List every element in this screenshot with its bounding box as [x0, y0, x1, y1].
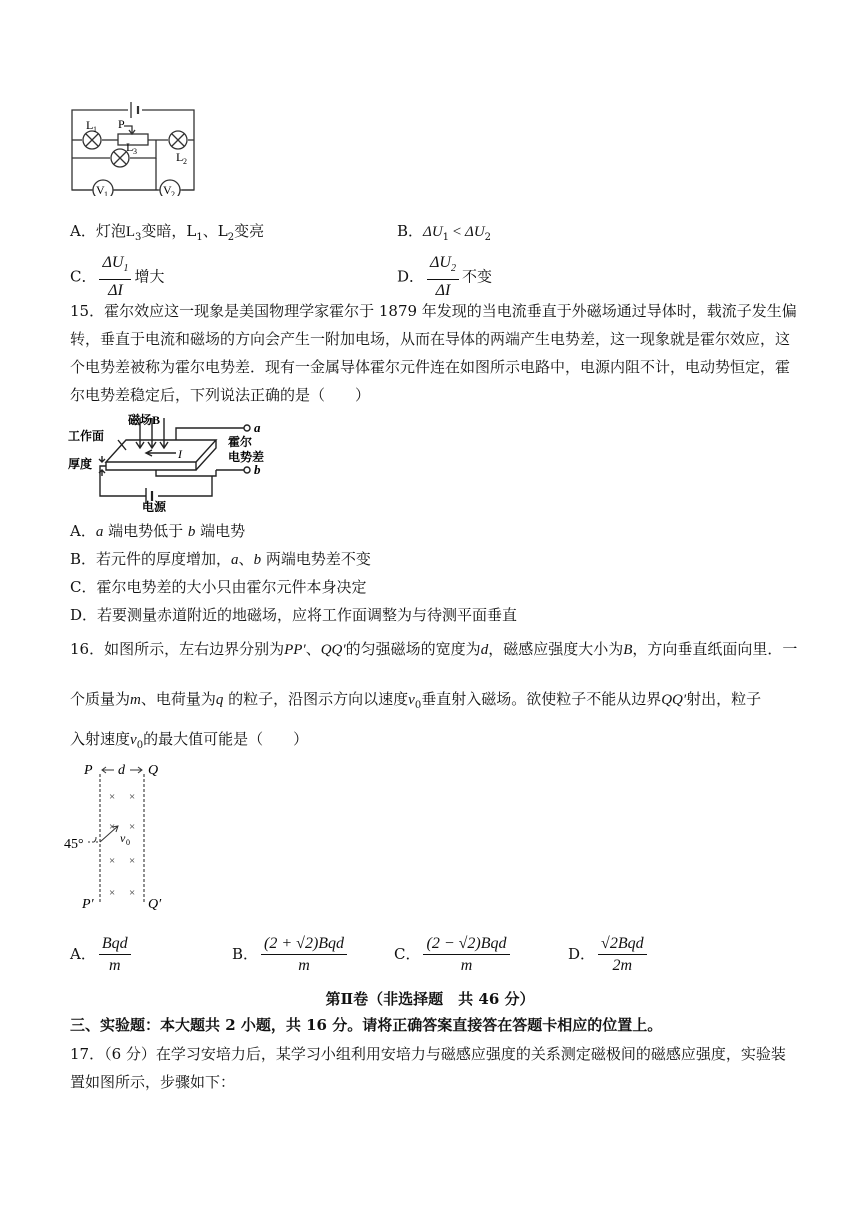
svg-text:V: V [163, 183, 172, 196]
svg-text:霍尔: 霍尔 [228, 435, 253, 449]
q15-stem [70, 297, 800, 409]
fraction: $\frac{\text{√2Bqd}}{2m}$ [598, 934, 647, 977]
q15-option-a[interactable]: A．a 端电势低于 b 端电势 [70, 522, 246, 540]
q15-option-d[interactable]: D．若要测量赤道附近的地磁场，应将工作面调整为与待测平面垂直 [70, 606, 518, 624]
q16-stem-line-2: 个质量为m、电荷量为q 的粒子，沿图示方向以速度$v_0$垂直射入磁场。欲使粒子不能从边界QQ′射出，粒子 [70, 690, 762, 711]
section-title: 第Ⅱ卷（非选择题 共 46 分） [325, 990, 535, 1008]
q17-stem [70, 1040, 786, 1096]
section-heading: 三、实验题：本大题共 2 小题，共 16 分。请将正确答案直接答在答题卡相应的位置上。 [70, 1016, 663, 1034]
stem-line: 个电势差被称为霍尔电势差．现有一金属导体霍尔元件连在如图所示电路中，电源内阻不计，电动势恒定，霍 [70, 358, 791, 376]
q16-option-b[interactable]: B． $\frac{\text{(2 + √2)Bqd}}{m}$ [232, 932, 350, 977]
q16-option-c[interactable]: C． $\frac{\text{(2 − √2)Bqd}}{m}$ [394, 932, 513, 977]
svg-text:电势差: 电势差 [228, 450, 265, 464]
stem-line: 15．霍尔效应这一现象是美国物理学家霍尔于 1879 年发现的当电流垂直于外磁场通过导体时，载流子发生偏 [70, 302, 797, 320]
svg-text:Q′: Q′ [148, 897, 162, 912]
svg-text:×: × [109, 791, 116, 803]
svg-text:L: L [176, 150, 184, 164]
svg-text:V: V [96, 183, 105, 196]
q15-options [70, 520, 517, 632]
svg-text:电源: 电源 [142, 500, 167, 512]
svg-text:×: × [109, 855, 116, 867]
svg-text:P: P [118, 117, 125, 131]
svg-text:P′: P′ [82, 897, 94, 912]
q16-field-figure [62, 762, 172, 916]
svg-text:×: × [109, 887, 116, 899]
fraction: $\frac{\text{(2 − √2)Bqd}}{m}$ [423, 934, 509, 977]
svg-text:L: L [86, 118, 94, 132]
fraction: $\frac{\Delta U_1}{\Delta I}$ [99, 253, 131, 302]
svg-text:×: × [129, 791, 136, 803]
stem-line: 17．（6 分）在学习安培力后，某学习小组利用安培力与磁感应强度的关系测定磁极间的磁感应强度，实验装 [70, 1045, 786, 1063]
svg-text:磁场B: 磁场B [128, 413, 161, 427]
fraction: $\frac{\Delta U_2}{\Delta I}$ [427, 253, 459, 302]
cross-icon [109, 791, 135, 899]
svg-text:45°: 45° [64, 837, 84, 852]
svg-text:1: 1 [104, 190, 108, 196]
fraction: $\frac{\text{(2 + √2)Bqd}}{m}$ [261, 934, 347, 977]
svg-text:Q: Q [148, 763, 159, 778]
svg-text:3: 3 [133, 147, 137, 156]
svg-text:b: b [254, 462, 261, 477]
svg-text:d: d [118, 763, 125, 778]
q14-option-d[interactable]: D． $\frac{\Delta U_2}{\Delta I}$ 不变 [397, 253, 492, 302]
svg-text:×: × [129, 855, 136, 867]
svg-text:×: × [109, 821, 116, 833]
q14-option-b[interactable]: B．$\Delta U_1 < \Delta U_2$ [397, 222, 492, 243]
svg-text:0: 0 [126, 838, 130, 847]
q16-stem-line-3: 入射速度$v_0$的最大值可能是（ ） [70, 730, 309, 751]
q16-option-d[interactable]: D． $\frac{\text{√2Bqd}}{2m}$ [568, 932, 650, 977]
q15-hall-figure [66, 410, 286, 512]
svg-text:工作面: 工作面 [68, 429, 105, 443]
svg-text:2: 2 [183, 157, 187, 166]
q15-option-b[interactable]: B．若元件的厚度增加，a、b 两端电势差不变 [70, 550, 371, 568]
svg-text:P: P [84, 763, 93, 778]
svg-text:2: 2 [171, 190, 175, 196]
q14-option-a[interactable]: A．灯泡$L_3$变暗，$L_1$、$L_2$变亮 [70, 222, 265, 243]
svg-text:厚度: 厚度 [68, 457, 93, 471]
q15-option-c[interactable]: C．霍尔电势差的大小只由霍尔元件本身决定 [70, 578, 367, 596]
svg-text:a: a [254, 420, 261, 435]
q14-circuit-figure [66, 96, 200, 196]
svg-text:v: v [120, 831, 126, 845]
stem-line: 尔电势差稳定后，下列说法正确的是（ ） [70, 386, 371, 404]
svg-text:1: 1 [93, 125, 97, 134]
svg-text:×: × [129, 821, 136, 833]
q14-option-c[interactable]: C． $\frac{\Delta U_1}{\Delta I}$ 增大 [70, 253, 164, 302]
q16-option-a[interactable]: A． $\frac{\text{Bqd}}{m}$ [70, 932, 134, 977]
stem-line: 置如图所示，步骤如下： [70, 1073, 236, 1091]
svg-text:×: × [129, 887, 136, 899]
svg-text:L: L [126, 140, 134, 154]
svg-text:I: I [178, 447, 182, 461]
q16-stem-line-1: 16．如图所示，左右边界分别为PP′、QQ′的匀强磁场的宽度为d，磁感应强度大小为B，方向垂直纸面向里．一 [70, 640, 798, 658]
fraction: $\frac{\text{Bqd}}{m}$ [99, 934, 131, 977]
stem-line: 转，垂直于电流和磁场的方向会产生一附加电场，从而在导体的两端产生电势差，这一现象就是霍尔效应，这 [70, 330, 791, 348]
